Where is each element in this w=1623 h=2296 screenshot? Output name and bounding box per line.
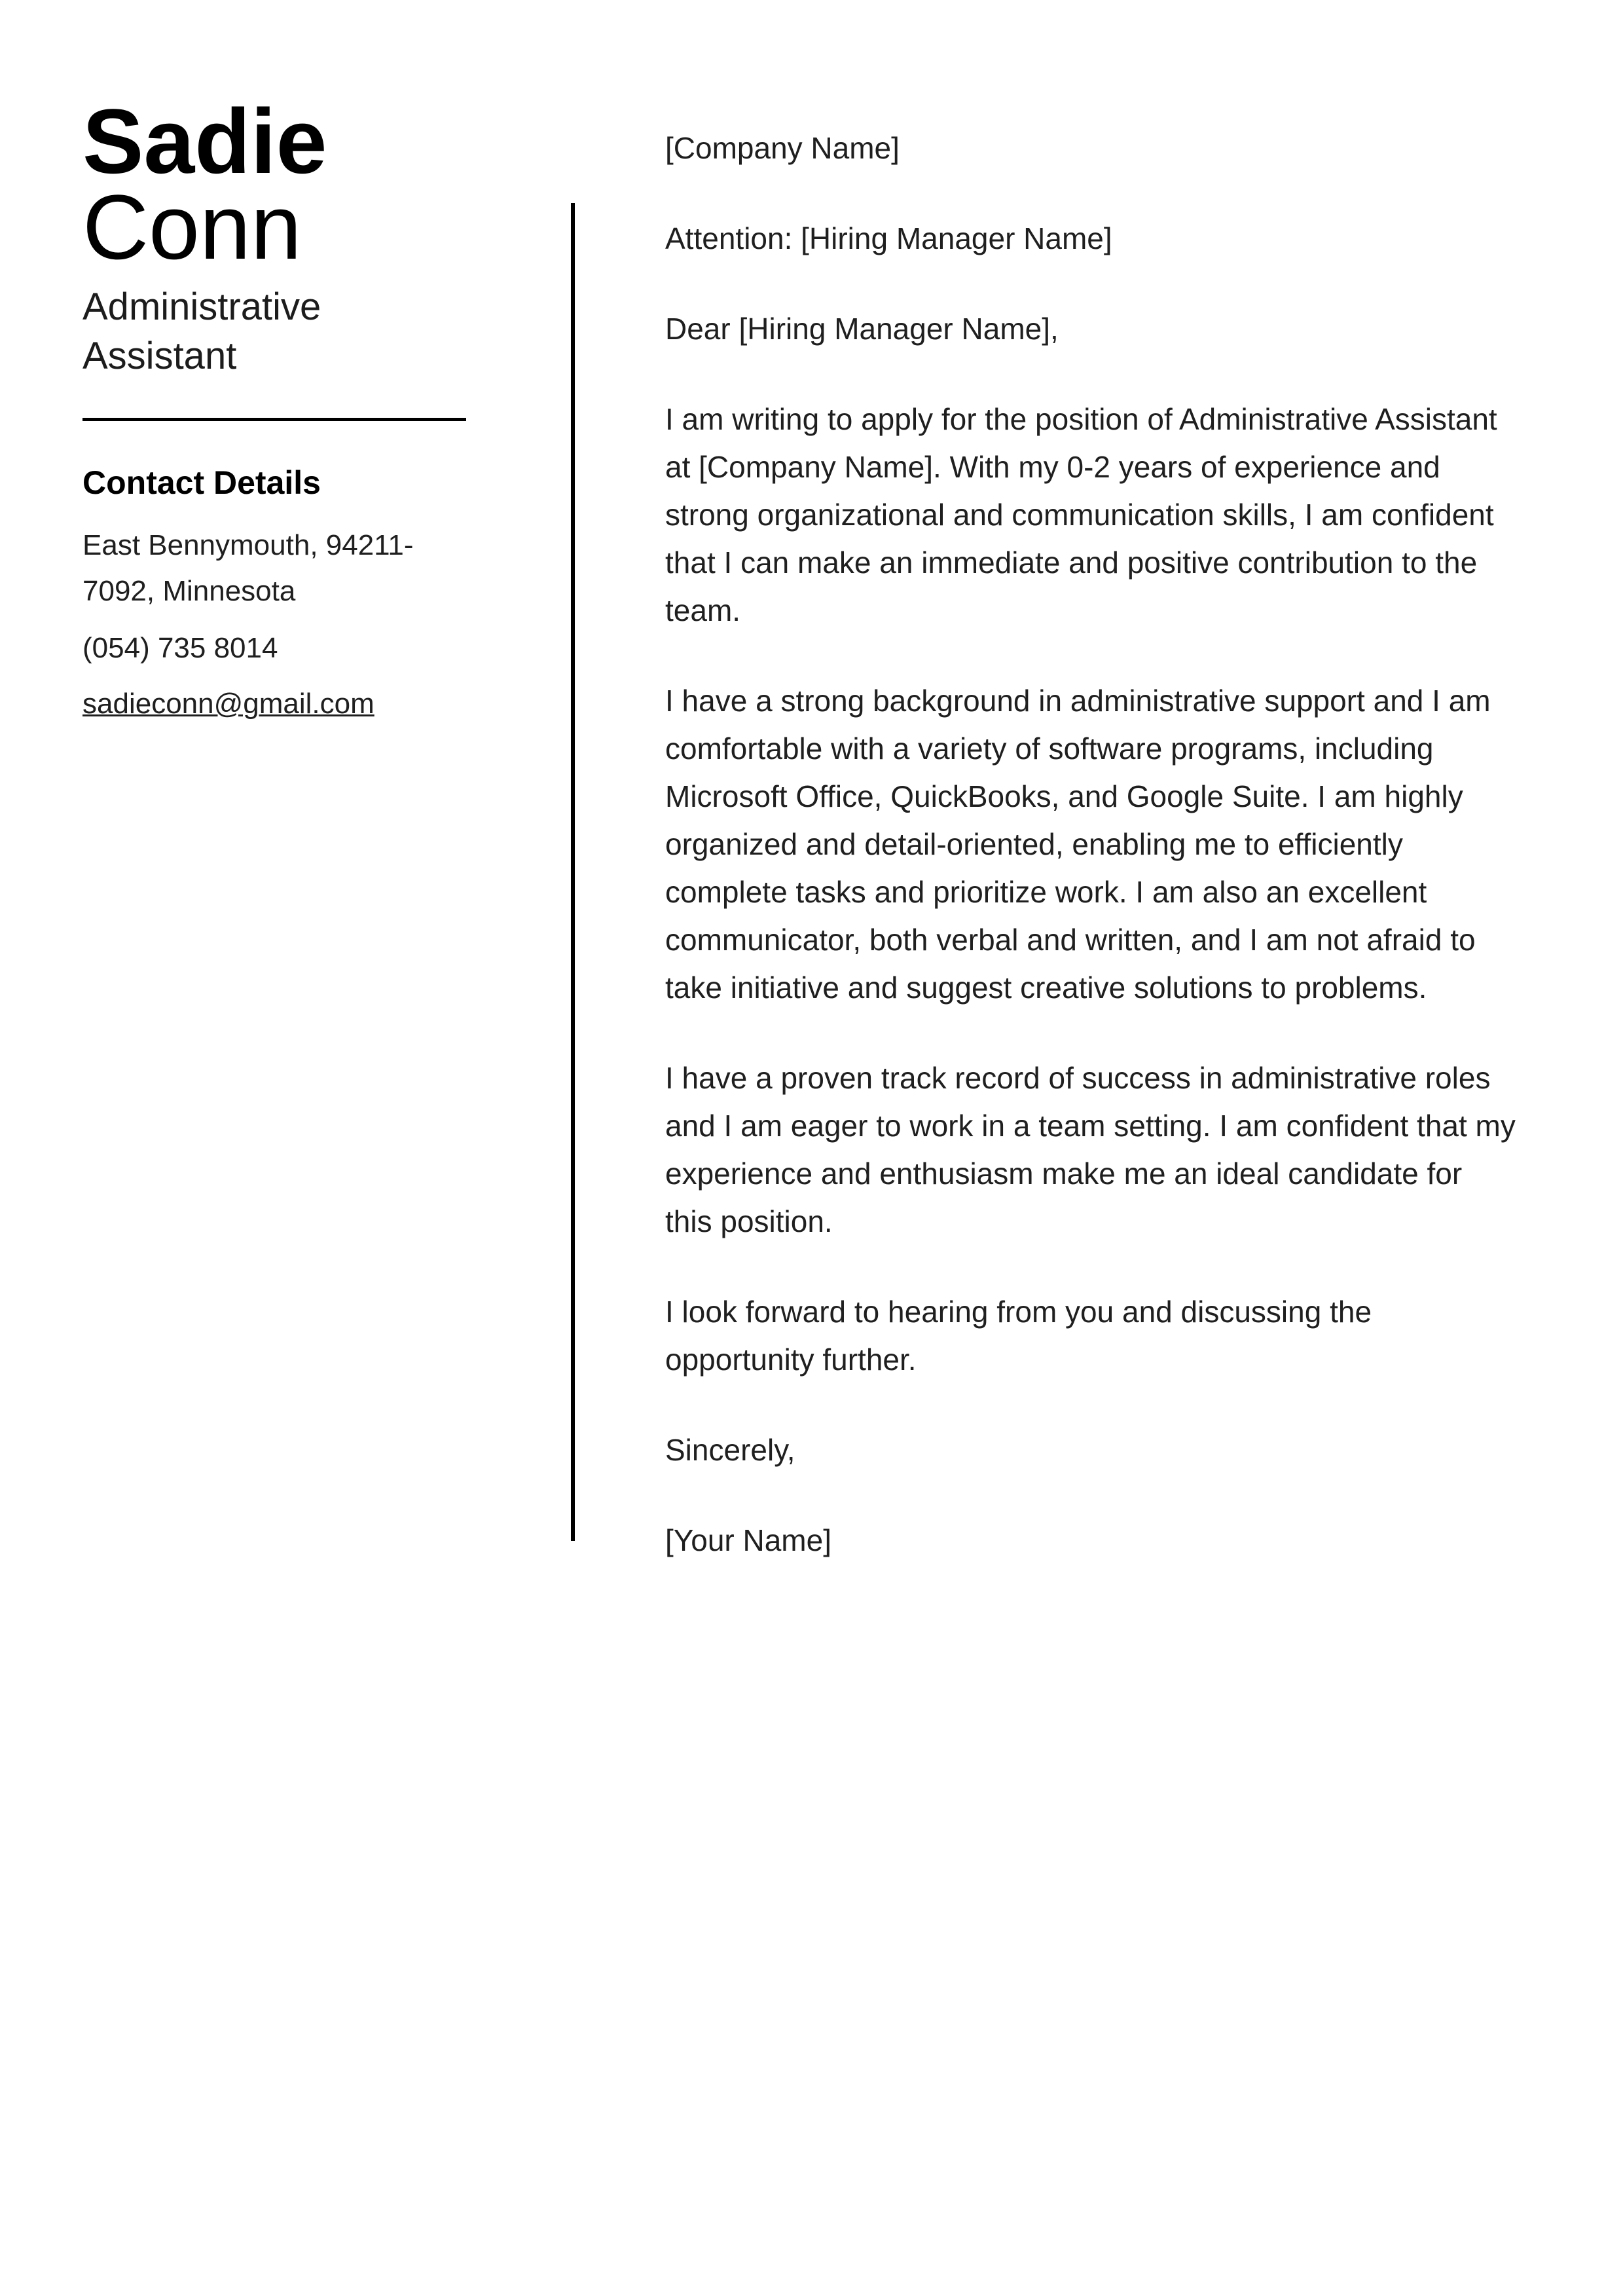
company-name-line: [Company Name]	[665, 131, 900, 165]
letter-paragraph: I am writing to apply for the position of Administrative Assistant at [Company Name]. With my 0-2 years of experience and strong organizational and communication skills, I am confident that I can make an immediate and positive contribution to the team.	[665, 402, 1497, 627]
contact-email	[82, 681, 453, 727]
contact-phone: (054) 735 8014	[82, 632, 278, 664]
contact-details-heading: Contact Details	[82, 464, 321, 501]
letter-paragraph: I have a proven track record of success in administrative roles and I am eager to work in a team setting. I am confident that my experience and enthusiasm make me an ideal candidate for this position.	[665, 1061, 1516, 1238]
letter-paragraph: I look forward to hearing from you and discussing the opportunity further.	[665, 1295, 1372, 1377]
closing-line: Sincerely,	[665, 1433, 795, 1467]
signature-line: [Your Name]	[665, 1523, 831, 1557]
candidate-last-name: Conn	[82, 176, 302, 278]
salutation-line: Dear [Hiring Manager Name],	[665, 312, 1059, 346]
job-title: Administrative Assistant	[82, 286, 321, 377]
candidate-first-name: Sadie	[82, 90, 327, 193]
sidebar-divider-line	[82, 418, 466, 421]
candidate-name	[82, 90, 488, 278]
contact-address: East Bennymouth, 94211-7092, Minnesota	[82, 529, 414, 607]
email-link[interactable]: sadieconn@gmail.com	[82, 688, 374, 720]
vertical-divider-line	[571, 203, 575, 1541]
attention-line: Attention: [Hiring Manager Name]	[665, 221, 1112, 255]
letter-body	[665, 124, 1516, 1607]
letter-paragraph: I have a strong background in administrative support and I am comfortable with a variety of software programs, including Microsoft Office, QuickBooks, and Google Suite. I am highly organized and detail-oriented, enabling me to efficiently complete tasks and prioritize work. I am also an excellent communicator, both verbal and written, and I am not afraid to take initiative and suggest creative solutions to problems.	[665, 684, 1491, 1005]
